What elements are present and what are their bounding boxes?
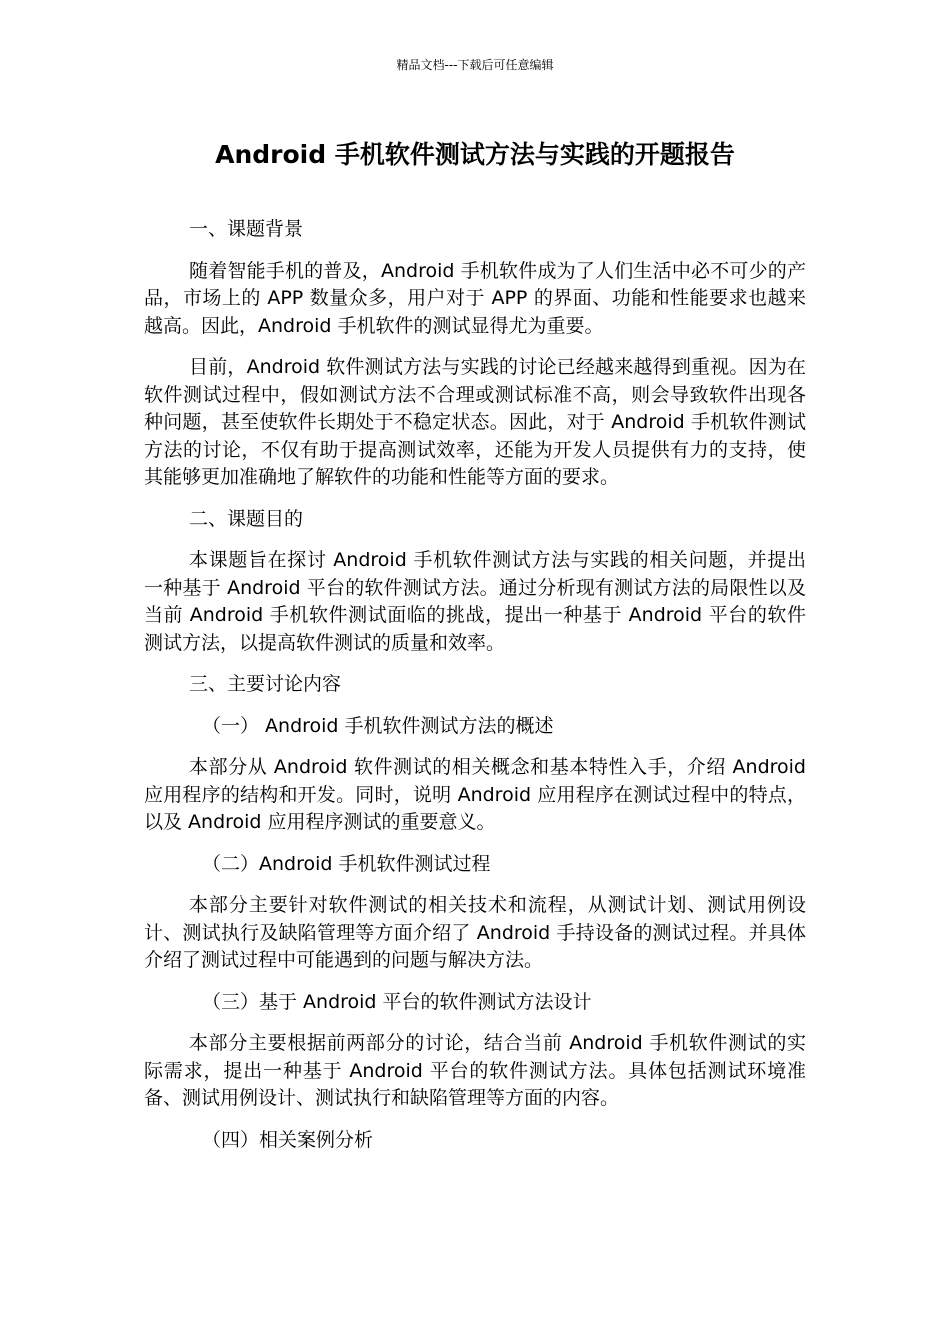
document-body: [144, 216, 806, 1168]
section-heading-purpose: 二、课题目的: [189, 507, 304, 530]
section-heading-main-content: 三、主要讨论内容: [189, 673, 342, 695]
page-header-watermark: 精品文档---下载后可任意编辑: [396, 58, 554, 72]
paragraph-method-design: 本部分主要根据前两部分的讨论，结合当前 Android 手机软件测试的实际需求，提出一种基于 Android 平台的软件测试方法。具体包括测试环境准备、测试用例设计、测试执行和缺陷管理等方面的内容。: [144, 1032, 806, 1109]
paragraph-background-2: 目前，Android 软件测试方法与实践的讨论已经越来越得到重视。因为在软件测试过程中，假如测试方法不合理或测试标准不高，则会导致软件出现各种问题，甚至使软件长期处于不稳定状态。因此，对于 Android 手机软件测试方法的讨论，不仅有助于提高测试效率，还能为开发人员提供有力的支持，使其能够更加准确地了解软件的功能和性能等方面的要求。: [144, 356, 806, 488]
paragraph-process: 本部分主要针对软件测试的相关技术和流程，从测试计划、测试用例设计、测试执行及缺陷管理等方面介绍了 Android 手持设备的测试过程。并具体介绍了测试过程中可能遇到的问题与解决方法。: [144, 894, 806, 971]
paragraph-overview: 本部分从 Android 软件测试的相关概念和基本特性入手，介绍 Android 应用程序的结构和开发。同时，说明 Android 应用程序在测试过程中的特点，以及 Android 应用程序测试的重要意义。: [144, 756, 806, 833]
subsection-heading-method-design: （三）基于 Android 平台的软件测试方法设计: [202, 990, 592, 1013]
subsection-heading-process: （二）Android 手机软件测试过程: [202, 852, 491, 875]
paragraph-purpose: 本课题旨在探讨 Android 手机软件测试方法与实践的相关问题，并提出一种基于 Android 平台的软件测试方法。通过分析现有测试方法的局限性以及当前 Android 手机软件测试面临的挑战，提出一种基于 Android 平台的软件测试方法，以提高软件测试的质量和效率。: [144, 549, 806, 654]
document-title: Android 手机软件测试方法与实践的开题报告: [215, 140, 735, 169]
section-heading-background: 一、课题背景: [189, 218, 304, 240]
paragraph-background-1: 随着智能手机的普及，Android 手机软件成为了人们生活中必不可少的产品，市场上的 APP 数量众多，用户对于 APP 的界面、功能和性能要求也越来越高。因此，Android 手机软件的测试显得尤为重要。: [144, 259, 806, 337]
subsection-heading-overview: （一） Android 手机软件测试方法的概述: [202, 714, 554, 737]
subsection-heading-case-analysis: （四）相关案例分析: [202, 1128, 374, 1151]
